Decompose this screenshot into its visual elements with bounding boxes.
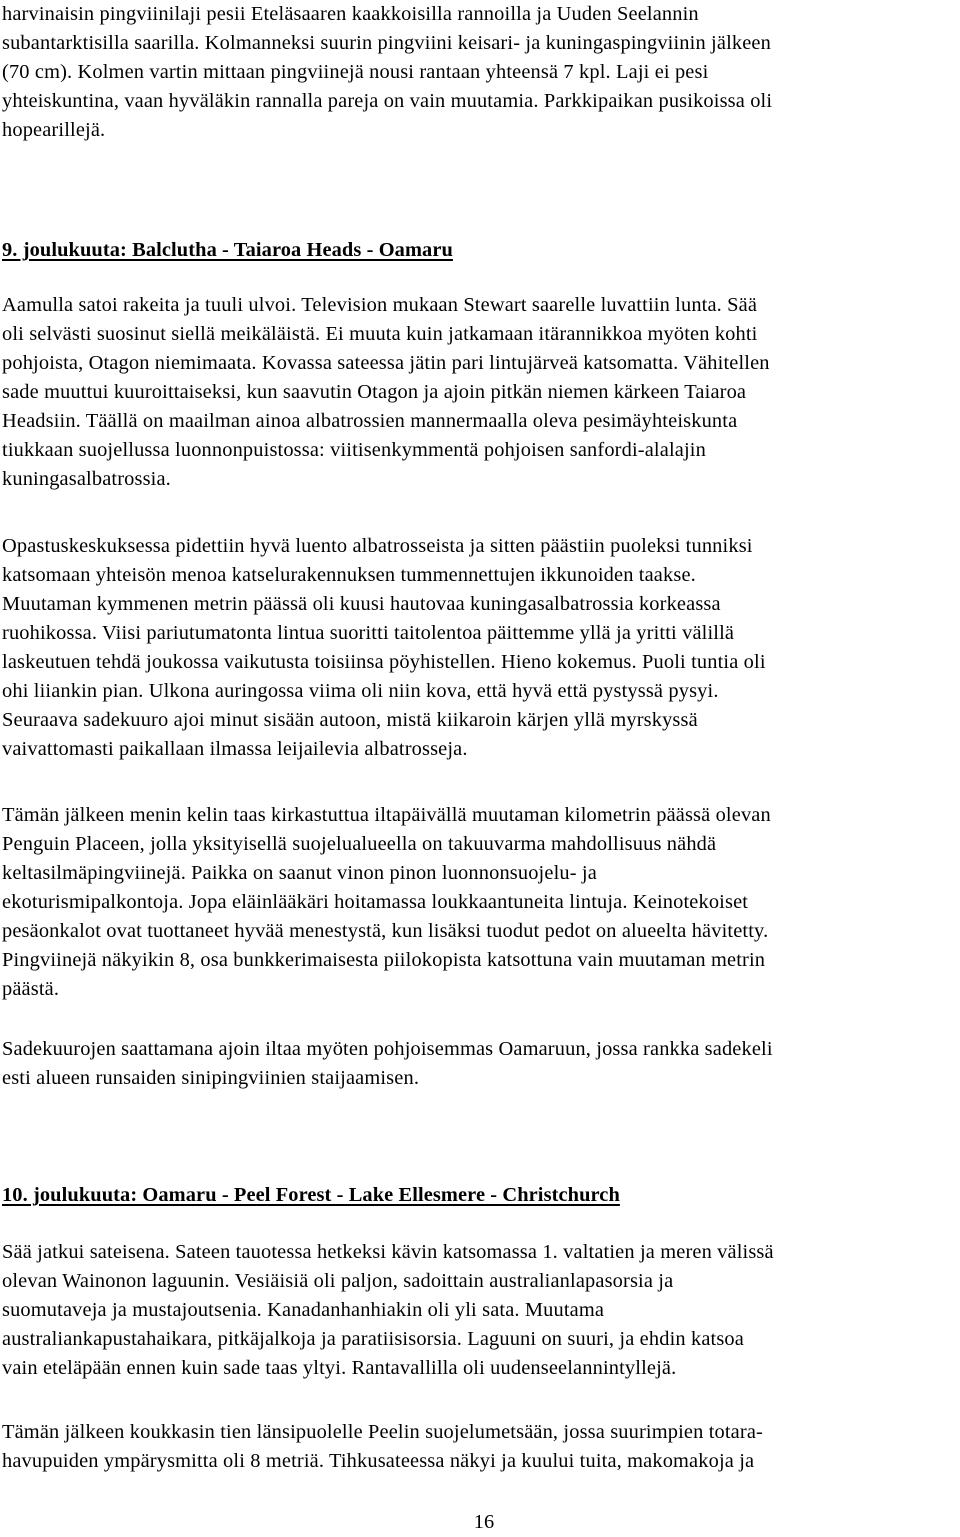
intro-line: yhteiskuntina, vaan hyväläkin rannalla pareja on vain muutamia. Parkkipaikan pusikoissa oli <box>2 90 773 112</box>
paragraph-line: Tämän jälkeen koukkasin tien länsipuolelle Peelin suojelumetsään, jossa suurimpien totara- <box>2 1421 763 1443</box>
paragraph-line: Pingviinejä näkyikin 8, osa bunkkerimaisesta piilokopista katsottuna vain muutaman metrin <box>2 949 766 971</box>
paragraph-line: Penguin Placeen, jolla yksityisellä suojelualueella on takuuvarma mahdollisuus nähdä <box>2 833 717 855</box>
paragraph-line: havupuiden ympärysmitta oli 8 metriä. Tihkusateessa näkyi ja kuului tuita, makomakoja ja <box>2 1450 755 1472</box>
paragraph-line: Tämän jälkeen menin kelin taas kirkastuttua iltapäivällä muutaman kilometrin päässä olevan <box>2 804 771 826</box>
paragraph-line: Sää jatkui sateisena. Sateen tauotessa hetkeksi kävin katsomassa 1. valtatien ja meren välissä <box>2 1241 774 1263</box>
paragraph-line: kuningasalbatrossia. <box>2 468 171 490</box>
intro-line: harvinaisin pingviinilaji pesii Eteläsaaren kaakkoisilla rannoilla ja Uuden Seelannin <box>2 3 699 25</box>
paragraph-line: Opastuskeskuksessa pidettiin hyvä luento albatrosseista ja sitten päästiin puoleksi tunniksi <box>2 535 753 557</box>
paragraph-line: vain eteläpään ennen kuin sade taas yltyi. Rantavallilla oli uudenseelannintyllejä. <box>2 1357 677 1379</box>
paragraph-line: keltasilmäpingviinejä. Paikka on saanut vinon pinon luonnonsuojelu- ja <box>2 862 597 884</box>
section-heading-dec-9: 9. joulukuuta: Balclutha - Taiaroa Heads - Oamaru <box>2 239 453 261</box>
paragraph-line: Seuraava sadekuuro ajoi minut sisään autoon, mistä kiikaroin kärjen yllä myrskyssä <box>2 709 698 731</box>
page-number: 16 <box>473 1511 495 1533</box>
paragraph-line: australiankapustahaikara, pitkäjalkoja ja paratiisisorsia. Laguuni on suuri, ja ehdin katsoa <box>2 1328 744 1350</box>
paragraph-line: ruohikossa. Viisi pariutumatonta lintua suoritti taitolentoa päittemme yllä ja yritti välillä <box>2 622 735 644</box>
paragraph-line: esti alueen runsaiden sinipingviinien staijaamisen. <box>2 1067 420 1089</box>
paragraph-line: vaivattomasti paikallaan ilmassa leijailevia albatrosseja. <box>2 738 468 760</box>
paragraph-line: tiukkaan suojellussa luonnonpuistossa: viitisenkymmentä pohjoisen sanfordi-alalajin <box>2 439 706 461</box>
paragraph-line: olevan Wainonon laguunin. Vesiäisiä oli paljon, sadoittain australianlapasorsia ja <box>2 1270 674 1292</box>
paragraph-line: Headsiin. Täällä on maailman ainoa albatrossien mannermaalla oleva pesimäyhteiskunta <box>2 410 738 432</box>
paragraph-line: katsomaan yhteisön menoa katselurakennuksen tummennettujen ikkunoiden taakse. <box>2 564 696 586</box>
paragraph-line: ekoturismipalkontoja. Jopa eläinlääkäri hoitamassa loukkaantuneita lintuja. Keinotekoiset <box>2 891 749 913</box>
intro-line: (70 cm). Kolmen vartin mittaan pingviinejä nousi rantaan yhteensä 7 kpl. Laji ei pesi <box>2 61 709 83</box>
paragraph-line: pohjoista, Otagon niemimaata. Kovassa sateessa jätin pari lintujärveä katsomatta. Vähitellen <box>2 352 770 374</box>
section-heading-dec-10: 10. joulukuuta: Oamaru - Peel Forest - Lake Ellesmere - Christchurch <box>2 1184 620 1206</box>
intro-line: subantarktisilla saarilla. Kolmanneksi suurin pingviini keisari- ja kuningaspingviinin jälkeen <box>2 32 771 54</box>
paragraph-line: päästä. <box>2 978 60 1000</box>
paragraph-line: ohi liiankin pian. Ulkona auringossa viima oli niin kova, että hyvä että pystyssä pysyi. <box>2 680 719 702</box>
paragraph-line: Muutaman kymmenen metrin päässä oli kuusi hautovaa kuningasalbatrossia korkeassa <box>2 593 721 615</box>
paragraph-line: pesäonkalot ovat tuottaneet hyvää menestystä, kun lisäksi tuodut pedot on alueelta hävitetty. <box>2 920 769 942</box>
paragraph-line: laskeutuen tehdä joukossa vaikutusta toisiinsa pöyhistellen. Hieno kokemus. Puoli tuntia oli <box>2 651 766 673</box>
paragraph-line: oli selvästi suosinut siellä meikäläistä. Ei muuta kuin jatkamaan itärannikkoa myöten kohti <box>2 323 758 345</box>
paragraph-line: Aamulla satoi rakeita ja tuuli ulvoi. Television mukaan Stewart saarelle luvattiin lunta. Sää <box>2 294 758 316</box>
paragraph-line: Sadekuurojen saattamana ajoin iltaa myöten pohjoisemmas Oamaruun, jossa rankka sadekeli <box>2 1038 773 1060</box>
paragraph-line: suomutaveja ja mustajoutsenia. Kanadanhanhiakin oli yli sata. Muutama <box>2 1299 605 1321</box>
intro-line: hopearillejä. <box>2 119 106 141</box>
paragraph-line: sade muuttui kuuroittaiseksi, kun saavutin Otagon ja ajoin pitkän niemen kärkeen Taiaroa <box>2 381 747 403</box>
